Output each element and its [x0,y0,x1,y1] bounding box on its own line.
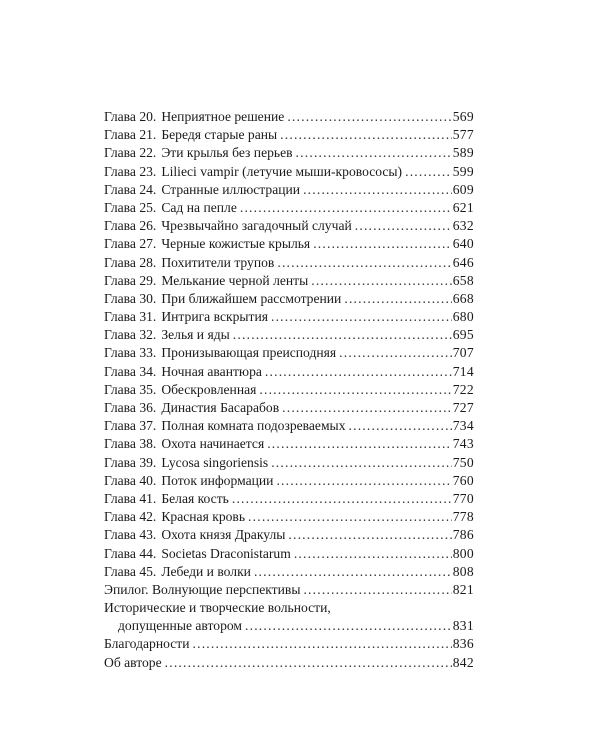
page-number: 599 [452,163,474,179]
toc-entry-about-author[interactable] [104,654,474,672]
page-number: 821 [452,581,474,597]
dot-leader [248,508,452,526]
chapter-number: Глава 22. [104,145,157,161]
dot-leader [271,308,452,326]
dot-leader [259,381,451,399]
dot-leader [303,181,452,199]
chapter-number: Глава 31. [104,309,157,325]
chapter-number: Глава 34. [104,363,157,379]
entry-title: Странные иллюстрации [161,181,301,197]
page-number: 609 [452,181,474,197]
toc-entry[interactable] [104,381,474,399]
chapter-number: Глава 41. [104,490,157,506]
dot-leader [271,454,452,472]
dot-leader [165,654,452,672]
page-number: 589 [452,145,474,161]
entry-title: Неприятное решение [161,109,285,124]
dot-leader [240,199,452,217]
page-number: 668 [452,290,474,306]
dot-leader [245,617,452,635]
toc-entry[interactable] [104,308,474,326]
page-number: 734 [452,418,474,434]
dot-leader [288,526,451,544]
toc-entry[interactable] [104,472,474,490]
toc-entry[interactable] [104,363,474,381]
dot-leader [349,417,452,435]
chapter-number: Глава 21. [104,127,157,143]
chapter-number: Глава 24. [104,181,157,197]
dot-leader [254,563,452,581]
chapter-number: Глава 36. [104,400,157,415]
entry-title: Об авторе [104,654,162,670]
dot-leader [277,254,451,272]
dot-leader [294,545,452,563]
page-number: 808 [452,563,474,579]
dot-leader [280,126,452,144]
page-number: 800 [452,545,474,561]
page-number: 836 [452,636,474,652]
entry-title: Ночная авантюра [161,363,262,379]
page-number: 658 [452,272,474,288]
toc-entry[interactable] [104,490,474,508]
dot-leader [355,217,452,235]
chapter-number: Глава 28. [104,254,157,270]
chapter-number: Глава 33. [104,345,157,361]
dot-leader [282,399,452,417]
page-number: 722 [452,381,474,397]
chapter-number: Глава 45. [104,563,157,579]
chapter-number: Глава 37. [104,418,157,434]
entry-title: Благодарности [104,636,190,652]
page-number: 842 [452,654,474,670]
chapter-number: Глава 23. [104,163,157,179]
toc-entry[interactable] [104,454,474,472]
entry-title: Исторические и творческие вольности, [104,600,331,616]
toc-entry[interactable] [104,163,474,181]
dot-leader [313,235,452,253]
entry-title: Обескровленная [161,381,257,397]
page-number: 707 [452,345,474,361]
entry-title: Похитители трупов [161,254,275,270]
page-number: 646 [452,254,474,270]
entry-title: Эти крылья без перьев [161,145,293,161]
entry-title: При ближайшем рассмотрении [161,290,342,306]
toc-entry[interactable] [104,290,474,308]
toc-entry[interactable] [104,326,474,344]
dot-leader [232,490,452,508]
page-number: 743 [452,436,474,452]
dot-leader [193,635,452,653]
toc-entry[interactable] [104,272,474,290]
entry-title: Династия Басарабов [161,400,280,415]
page-number: 770 [452,490,474,506]
chapter-number: Глава 26. [104,218,157,234]
dot-leader [233,326,452,344]
toc-entry[interactable] [104,108,474,126]
entry-title: Чрезвычайно загадочный случай [161,218,352,234]
toc-entry-epilogue[interactable] [104,581,474,599]
page-number: 786 [452,527,474,543]
dot-leader [303,581,451,599]
dot-leader [267,435,452,453]
entry-title: Lycosa singoriensis [161,454,269,470]
entry-title-continued: допущенные автором [118,618,243,634]
toc-entry[interactable] [104,235,474,253]
chapter-number: Глава 32. [104,327,157,343]
chapter-number: Глава 25. [104,199,157,215]
entry-title: Полная комната подозреваемых [161,418,346,434]
toc-entry[interactable] [104,399,474,417]
dot-leader [405,163,452,181]
page-number: 569 [452,109,474,124]
toc-entry[interactable] [104,217,474,235]
chapter-number: Глава 27. [104,236,157,252]
chapter-list [104,108,474,581]
entry-title: Охота князя Дракулы [161,527,286,543]
chapter-number: Глава 35. [104,381,157,397]
chapter-number: Глава 42. [104,509,157,525]
entry-title: Lilieci vampir (летучие мыши-кровососы) [161,163,403,179]
entry-title: Пронизывающая преисподняя [161,345,337,361]
chapter-number: Глава 38. [104,436,157,452]
toc-entry[interactable] [104,126,474,144]
page-number: 714 [452,363,474,379]
toc-entry[interactable] [104,344,474,362]
page-number: 680 [452,309,474,325]
page-number: 727 [452,400,474,415]
toc-entry[interactable] [104,435,474,453]
entry-title: Черные кожистые крылья [161,236,311,252]
page-number: 778 [452,509,474,525]
chapter-number: Глава 29. [104,272,157,288]
chapter-number: Глава 44. [104,545,157,561]
entry-title: Интрига вскрытия [161,309,268,325]
toc-entry[interactable] [104,181,474,199]
toc-entry-historical-line2[interactable] [104,617,474,635]
entry-title: Белая кость [161,490,229,506]
page-number: 695 [452,327,474,343]
page-number: 640 [452,236,474,252]
chapter-number: Глава 39. [104,454,157,470]
page-number: 760 [452,472,474,488]
entry-title: Лебеди и волки [161,563,251,579]
toc-entry-historical-line1[interactable] [104,599,474,617]
chapter-number: Глава 43. [104,527,157,543]
page-number: 577 [452,127,474,143]
chapter-number: Глава 20. [104,109,157,124]
toc-entry[interactable] [104,508,474,526]
toc-entry[interactable] [104,199,474,217]
chapter-number: Глава 40. [104,472,157,488]
table-of-contents [104,108,474,672]
dot-leader [265,363,452,381]
entry-title: Красная кровь [161,509,246,525]
dot-leader [276,472,451,490]
dot-leader [296,144,452,162]
dot-leader [287,108,451,126]
toc-entry-acknowledgments[interactable] [104,635,474,653]
entry-title: Зелья и яды [161,327,230,343]
page-number: 621 [452,199,474,215]
toc-entry[interactable] [104,563,474,581]
toc-entry[interactable] [104,254,474,272]
dot-leader [339,344,452,362]
entry-title: Бередя старые раны [161,127,278,143]
toc-entry[interactable] [104,144,474,162]
page-number: 750 [452,454,474,470]
dot-leader [311,272,451,290]
toc-entry[interactable] [104,526,474,544]
entry-title: Поток информации [161,472,274,488]
entry-title: Societas Draconistarum [161,545,291,561]
page-number: 632 [452,218,474,234]
page-number: 831 [452,618,474,634]
entry-title: Охота начинается [161,436,265,452]
chapter-number: Глава 30. [104,290,157,306]
entry-title: Мелькание черной ленты [161,272,309,288]
dot-leader [344,290,451,308]
entry-title: Эпилог. Волнующие перспективы [104,581,301,597]
toc-entry[interactable] [104,545,474,563]
toc-entry[interactable] [104,417,474,435]
entry-title: Сад на пепле [161,199,237,215]
